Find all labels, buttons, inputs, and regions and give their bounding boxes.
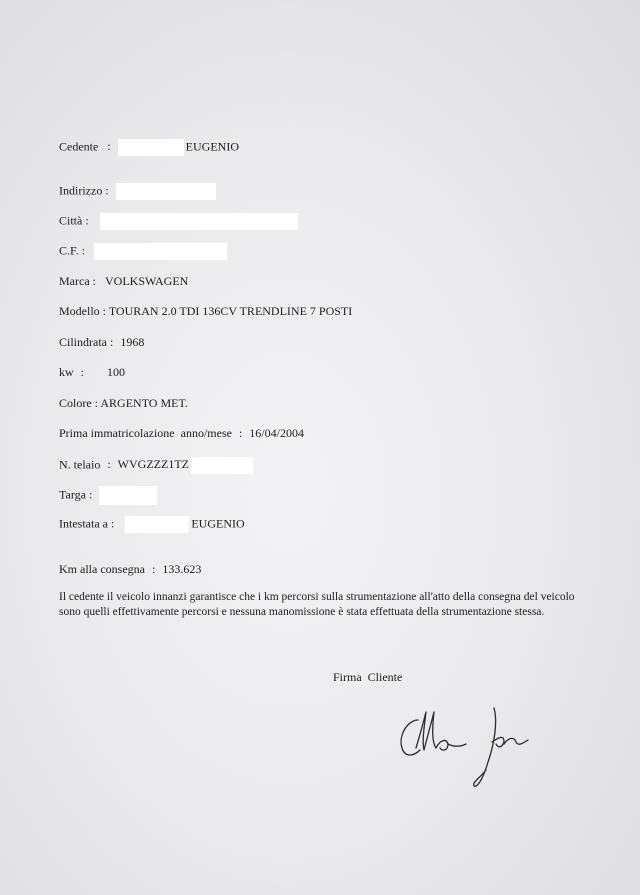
cedente-label: Cedente: [59, 139, 99, 154]
kw-separator: :: [80, 365, 85, 379]
telaio-separator: :: [107, 457, 111, 472]
citta-separator: :: [85, 213, 89, 228]
colore-value: ARGENTO MET.: [100, 396, 188, 410]
cilindrata-row: [59, 335, 144, 349]
indirizzo-separator: :: [105, 183, 109, 198]
immatricolazione-separator: :: [238, 426, 243, 440]
citta-row: [59, 213, 300, 230]
colore-row: [59, 396, 188, 410]
km-label: Km alla consegna: [59, 562, 145, 576]
cf-label: C.F.: [59, 243, 79, 258]
telaio-row: [59, 457, 255, 474]
firma-cliente-label: Firma Cliente: [333, 670, 403, 684]
km-row: [59, 562, 201, 576]
cilindrata-label: Cilindrata: [59, 335, 107, 349]
marca-label: Marca: [59, 274, 90, 288]
targa-label: Targa: [59, 487, 86, 502]
immatricolazione-value: 16/04/2004: [249, 426, 304, 440]
indirizzo-row: [59, 183, 218, 200]
modello-row: [59, 304, 352, 318]
cedente-row: [59, 139, 239, 156]
cilindrata-value: 1968: [120, 335, 145, 349]
marca-separator: :: [92, 274, 96, 288]
cedente-separator: :: [107, 139, 111, 154]
handwritten-signature-icon: [388, 690, 538, 795]
citta-label: Città: [59, 213, 83, 228]
intestata-row: [59, 516, 245, 533]
redacted-telaio: [191, 457, 253, 474]
modello-separator: :: [102, 304, 107, 318]
kw-row: [59, 365, 125, 379]
declaration-paragraph: Il cedente il veicolo innanzi garantisce che i km percorsi sulla strumentazione all'atto della consegna del veicolo sono quelli effettivamente percorsi e nessuna manomissione è stata effettuata della strumentazione stessa.: [59, 591, 575, 618]
marca-row: [59, 274, 188, 288]
cf-separator: :: [81, 243, 86, 258]
cedente-value: EUGENIO: [185, 139, 239, 154]
marca-value: VOLKSWAGEN: [105, 274, 189, 288]
redacted-intestatario: [125, 516, 189, 533]
modello-label: Modello: [59, 304, 100, 318]
redacted-indirizzo: [116, 183, 216, 200]
cf-row: [59, 243, 229, 260]
immatricolazione-row: [59, 426, 304, 440]
colore-label: Colore: [59, 396, 92, 410]
kw-label: kw: [59, 365, 74, 379]
intestata-separator: :: [110, 516, 115, 531]
telaio-value: WVGZZZ1TZ: [117, 457, 189, 472]
targa-separator: :: [88, 487, 93, 502]
indirizzo-label: Indirizzo: [59, 183, 103, 198]
colore-separator: :: [94, 396, 99, 410]
redacted-cf: [94, 243, 227, 260]
cilindrata-separator: :: [110, 335, 114, 349]
redacted-citta: [100, 213, 298, 230]
targa-row: [59, 486, 159, 505]
modello-value: TOURAN 2.0 TDI 136CV TRENDLINE 7 POSTI: [108, 304, 353, 318]
telaio-label: N. telaio: [59, 457, 101, 472]
km-value: 133.623: [162, 562, 202, 576]
redacted-targa: [99, 486, 157, 505]
kw-value: 100: [107, 365, 126, 379]
redacted-surname: [118, 139, 184, 156]
intestata-value: EUGENIO: [191, 516, 245, 531]
km-separator: :: [151, 562, 156, 576]
intestata-label: Intestata a: [59, 516, 108, 531]
immatricolazione-label: Prima immatricolazione anno/mese: [59, 426, 232, 440]
